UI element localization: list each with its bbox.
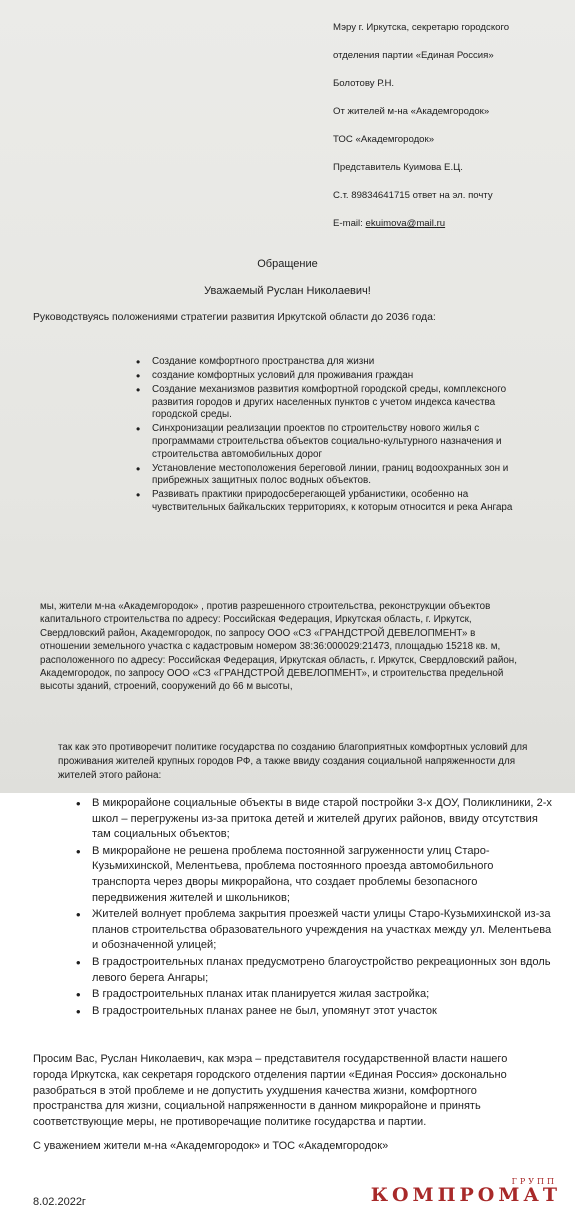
email-label: E-mail: — [333, 218, 366, 229]
objection-paragraph: мы, жители м-на «Академгородок» , против разрешенного строительства, реконструкции объектов капитального строительства по адресу: Российская Федерация, Иркутская область, г. Иркутск, Свердловский район, Академгородок, по запросу ООО «СЗ «ГРАНДСТРОЙ ДЕВЕЛОПМЕНТ» в отношении земельного участка с кадастровым номером 38:36:000029:21473, площадью 15218 кв. м, расположенного по адресу: Российская Федерация, Иркутская область, г. Иркутск, Свердловский район, Академгородок, по запросу ООО «СЗ «ГРАНДСТРОЙ ДЕВЕЛОПМЕНТ», и строительства предельной высоты зданий, строений, сооружений до 66 м высоты, — [40, 601, 517, 693]
addressee-block — [333, 22, 573, 246]
list-item: • В градостроительных планах ранее не был, упомянут этот участок — [74, 1004, 554, 1020]
list-item: • Установление местоположения береговой линии, границ водоохранных зон и прибрежных защитных полос водных объектов. — [132, 463, 532, 488]
addressee-line: Болотову Р.Н. — [333, 78, 395, 89]
strategy-list — [132, 356, 532, 516]
addressee-line: Представитель Куимова Е.Ц. — [333, 162, 463, 173]
watermark-small-text: ГРУПП — [511, 1177, 557, 1186]
addressee-line: ТОС «Академгородок» — [333, 134, 435, 145]
list-item: • Развивать практики природосберегающей урбанистики, особенно на чувствительных байкальских территориях, к которым относится и река Ангара — [132, 489, 532, 514]
email-link[interactable]: ekuimova@mail.ru — [365, 218, 446, 229]
list-item: • В градостроительных планах итак планируется жилая застройка; — [74, 987, 554, 1003]
closing-signature: С уважением жители м-на «Академгородок» и ТОС «Академгородок» — [33, 1140, 389, 1152]
reasons-list — [74, 796, 554, 1020]
reason-paragraph: так как это противоречит политике государства по созданию благоприятных комфортных условий для проживания жителей крупных городов РФ, а также ввиду создания социальной напряженности для жителей этого района: — [58, 742, 528, 781]
list-item: • В градостроительных планах предусмотрено благоустройство рекреационных зон вдоль левого берега Ангары; — [74, 955, 554, 986]
request-paragraph: Просим Вас, Руслан Николаевич, как мэра – представителя государственной власти нашего города Иркутска, как секретаря городского отделения партии «Единая Россия» досконально разобраться в этой проблеме и не допустить ухудшения качества жизни, комфортного пространства для жизни, социальной напряженности в данном микрорайоне и принять соответствующие меры, не противоречащие политике государства и партии. — [33, 1053, 508, 1129]
list-item: • В микрорайоне не решена проблема постоянной загруженности улиц Старо-Кузьмихинской, Мелентьева, проблема постоянного проезда автомобильного транспорта через дворы микрорайона, что создает проблемы безопасного передвижения жителей и школьников; — [74, 844, 554, 906]
addressee-line: Мэру г. Иркутска, секретарю городского — [333, 22, 510, 33]
watermark-big-text: КОМПРОМАТ — [370, 1184, 561, 1206]
list-item: • Синхронизации реализации проектов по строительству нового жилья с программами строительства объектов социально-культурного назначения и строительства автомобильных дорог — [132, 423, 532, 461]
list-item: • Создание комфортного пространства для жизни — [132, 356, 532, 369]
addressee-line: С.т. 89834641715 ответ на эл. почту — [333, 190, 493, 201]
addressee-line: отделения партии «Единая Россия» — [333, 50, 494, 61]
lead-sentence: Руководствуясь положениями стратегии развития Иркутской области до 2036 года: — [33, 312, 436, 323]
document-title: Обращение — [257, 258, 318, 270]
list-item: • Создание механизмов развития комфортной городской среды, комплексного развития городов и других населенных пунктов с учетом индекса качества городской среды. — [132, 384, 532, 422]
list-item: • В микрорайоне социальные объекты в виде старой постройки 3-х ДОУ, Поликлиники, 2-х школ – перегружены из-за притока детей и жителей других районов, ввиду отсутствия там социальных объектов; — [74, 796, 554, 843]
email-line — [333, 218, 573, 230]
addressee-line: От жителей м-на «Академгородок» — [333, 106, 490, 117]
greeting: Уважаемый Руслан Николаевич! — [204, 285, 371, 297]
document-date: 8.02.2022г — [33, 1196, 86, 1208]
list-item: • создание комфортных условий для проживания граждан — [132, 370, 532, 383]
list-item: • Жителей волнует проблема закрытия проезжей части улицы Старо-Кузьмихинской из-за планов строительства образовательного учреждения на участках между ул. Мелентьева и обозначенной улицей; — [74, 907, 554, 954]
watermark-logo — [371, 1177, 561, 1205]
